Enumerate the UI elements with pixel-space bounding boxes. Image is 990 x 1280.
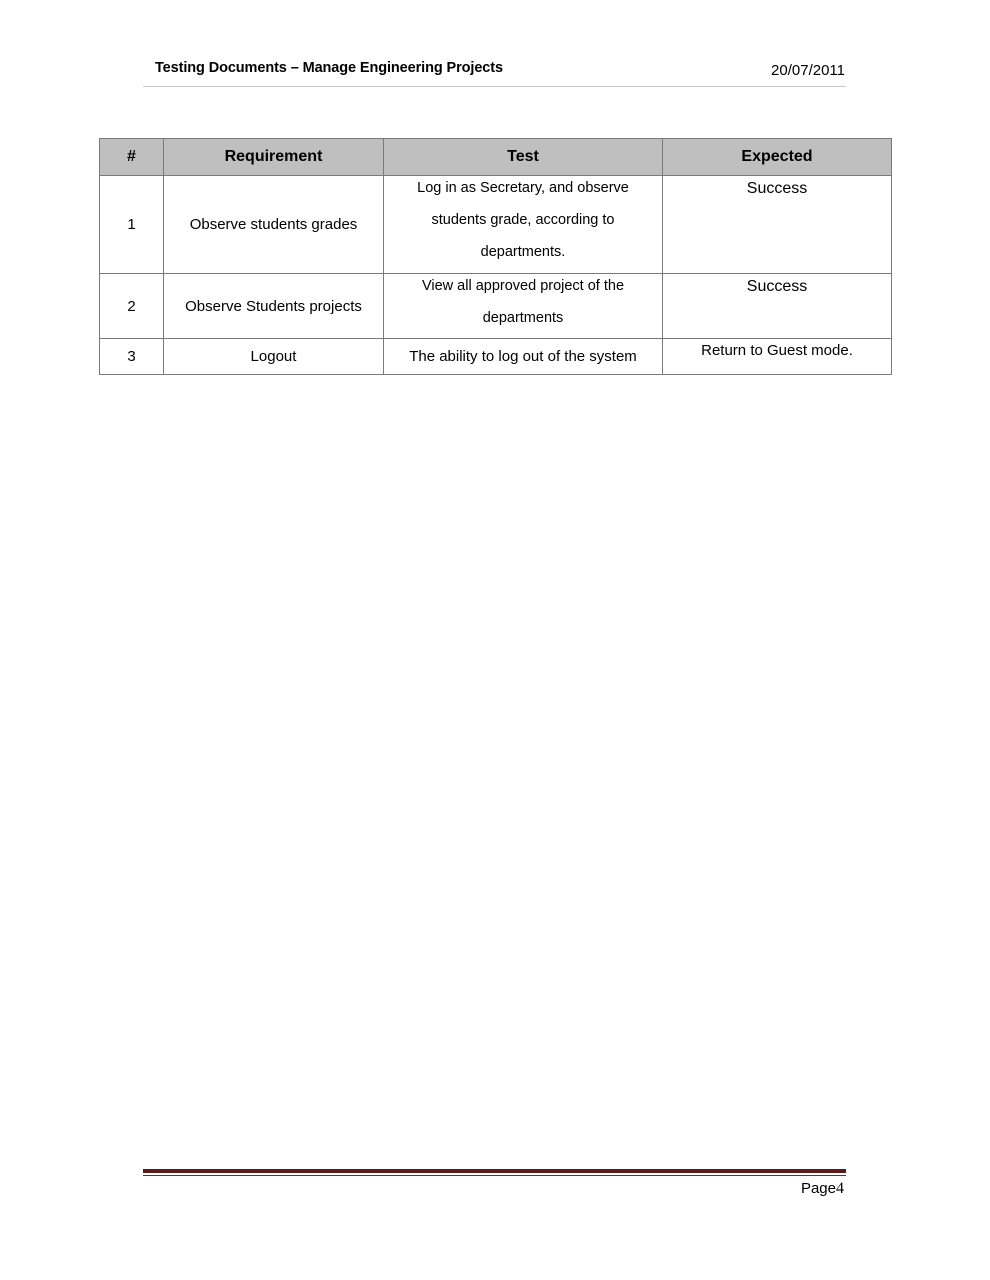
row-number: 3 — [100, 339, 164, 375]
page-number-footer — [801, 1180, 844, 1198]
test-line: departments — [482, 310, 564, 326]
row-requirement: Logout — [164, 339, 384, 375]
expected-text: Success — [746, 278, 808, 295]
test-line: departments. — [480, 244, 566, 260]
table-row — [100, 274, 892, 339]
column-header-test: Test — [384, 139, 663, 176]
page-number: 4 — [836, 1180, 844, 1197]
row-test — [384, 274, 663, 339]
row-number: 1 — [100, 176, 164, 274]
document-date: 20/07/2011 — [771, 62, 845, 79]
table-header-row — [100, 139, 892, 176]
row-test — [384, 176, 663, 274]
column-header-number: # — [100, 139, 164, 176]
row-number: 2 — [100, 274, 164, 339]
document-title: Testing Documents – Manage Engineering Projects — [155, 60, 503, 76]
page-header — [143, 58, 846, 87]
table-row — [100, 176, 892, 274]
footer-divider-thick — [143, 1169, 846, 1173]
row-requirement: Observe Students projects — [164, 274, 384, 339]
row-test: The ability to log out of the system — [384, 339, 663, 375]
test-line: View all approved project of the — [421, 278, 625, 294]
footer-divider-thin — [143, 1175, 846, 1176]
expected-text: Success — [746, 180, 808, 197]
table-row — [100, 339, 892, 375]
row-requirement: Observe students grades — [164, 176, 384, 274]
test-table — [99, 138, 892, 375]
row-expected — [663, 176, 892, 274]
page-label: Page — [800, 1180, 836, 1197]
test-line: Log in as Secretary, and observe — [417, 180, 629, 196]
column-header-requirement: Requirement — [164, 139, 384, 176]
expected-text: Return to Guest mode. — [701, 342, 853, 359]
row-expected — [663, 339, 892, 375]
test-line: students grade, according to — [431, 212, 615, 228]
row-expected — [663, 274, 892, 339]
column-header-expected: Expected — [663, 139, 892, 176]
